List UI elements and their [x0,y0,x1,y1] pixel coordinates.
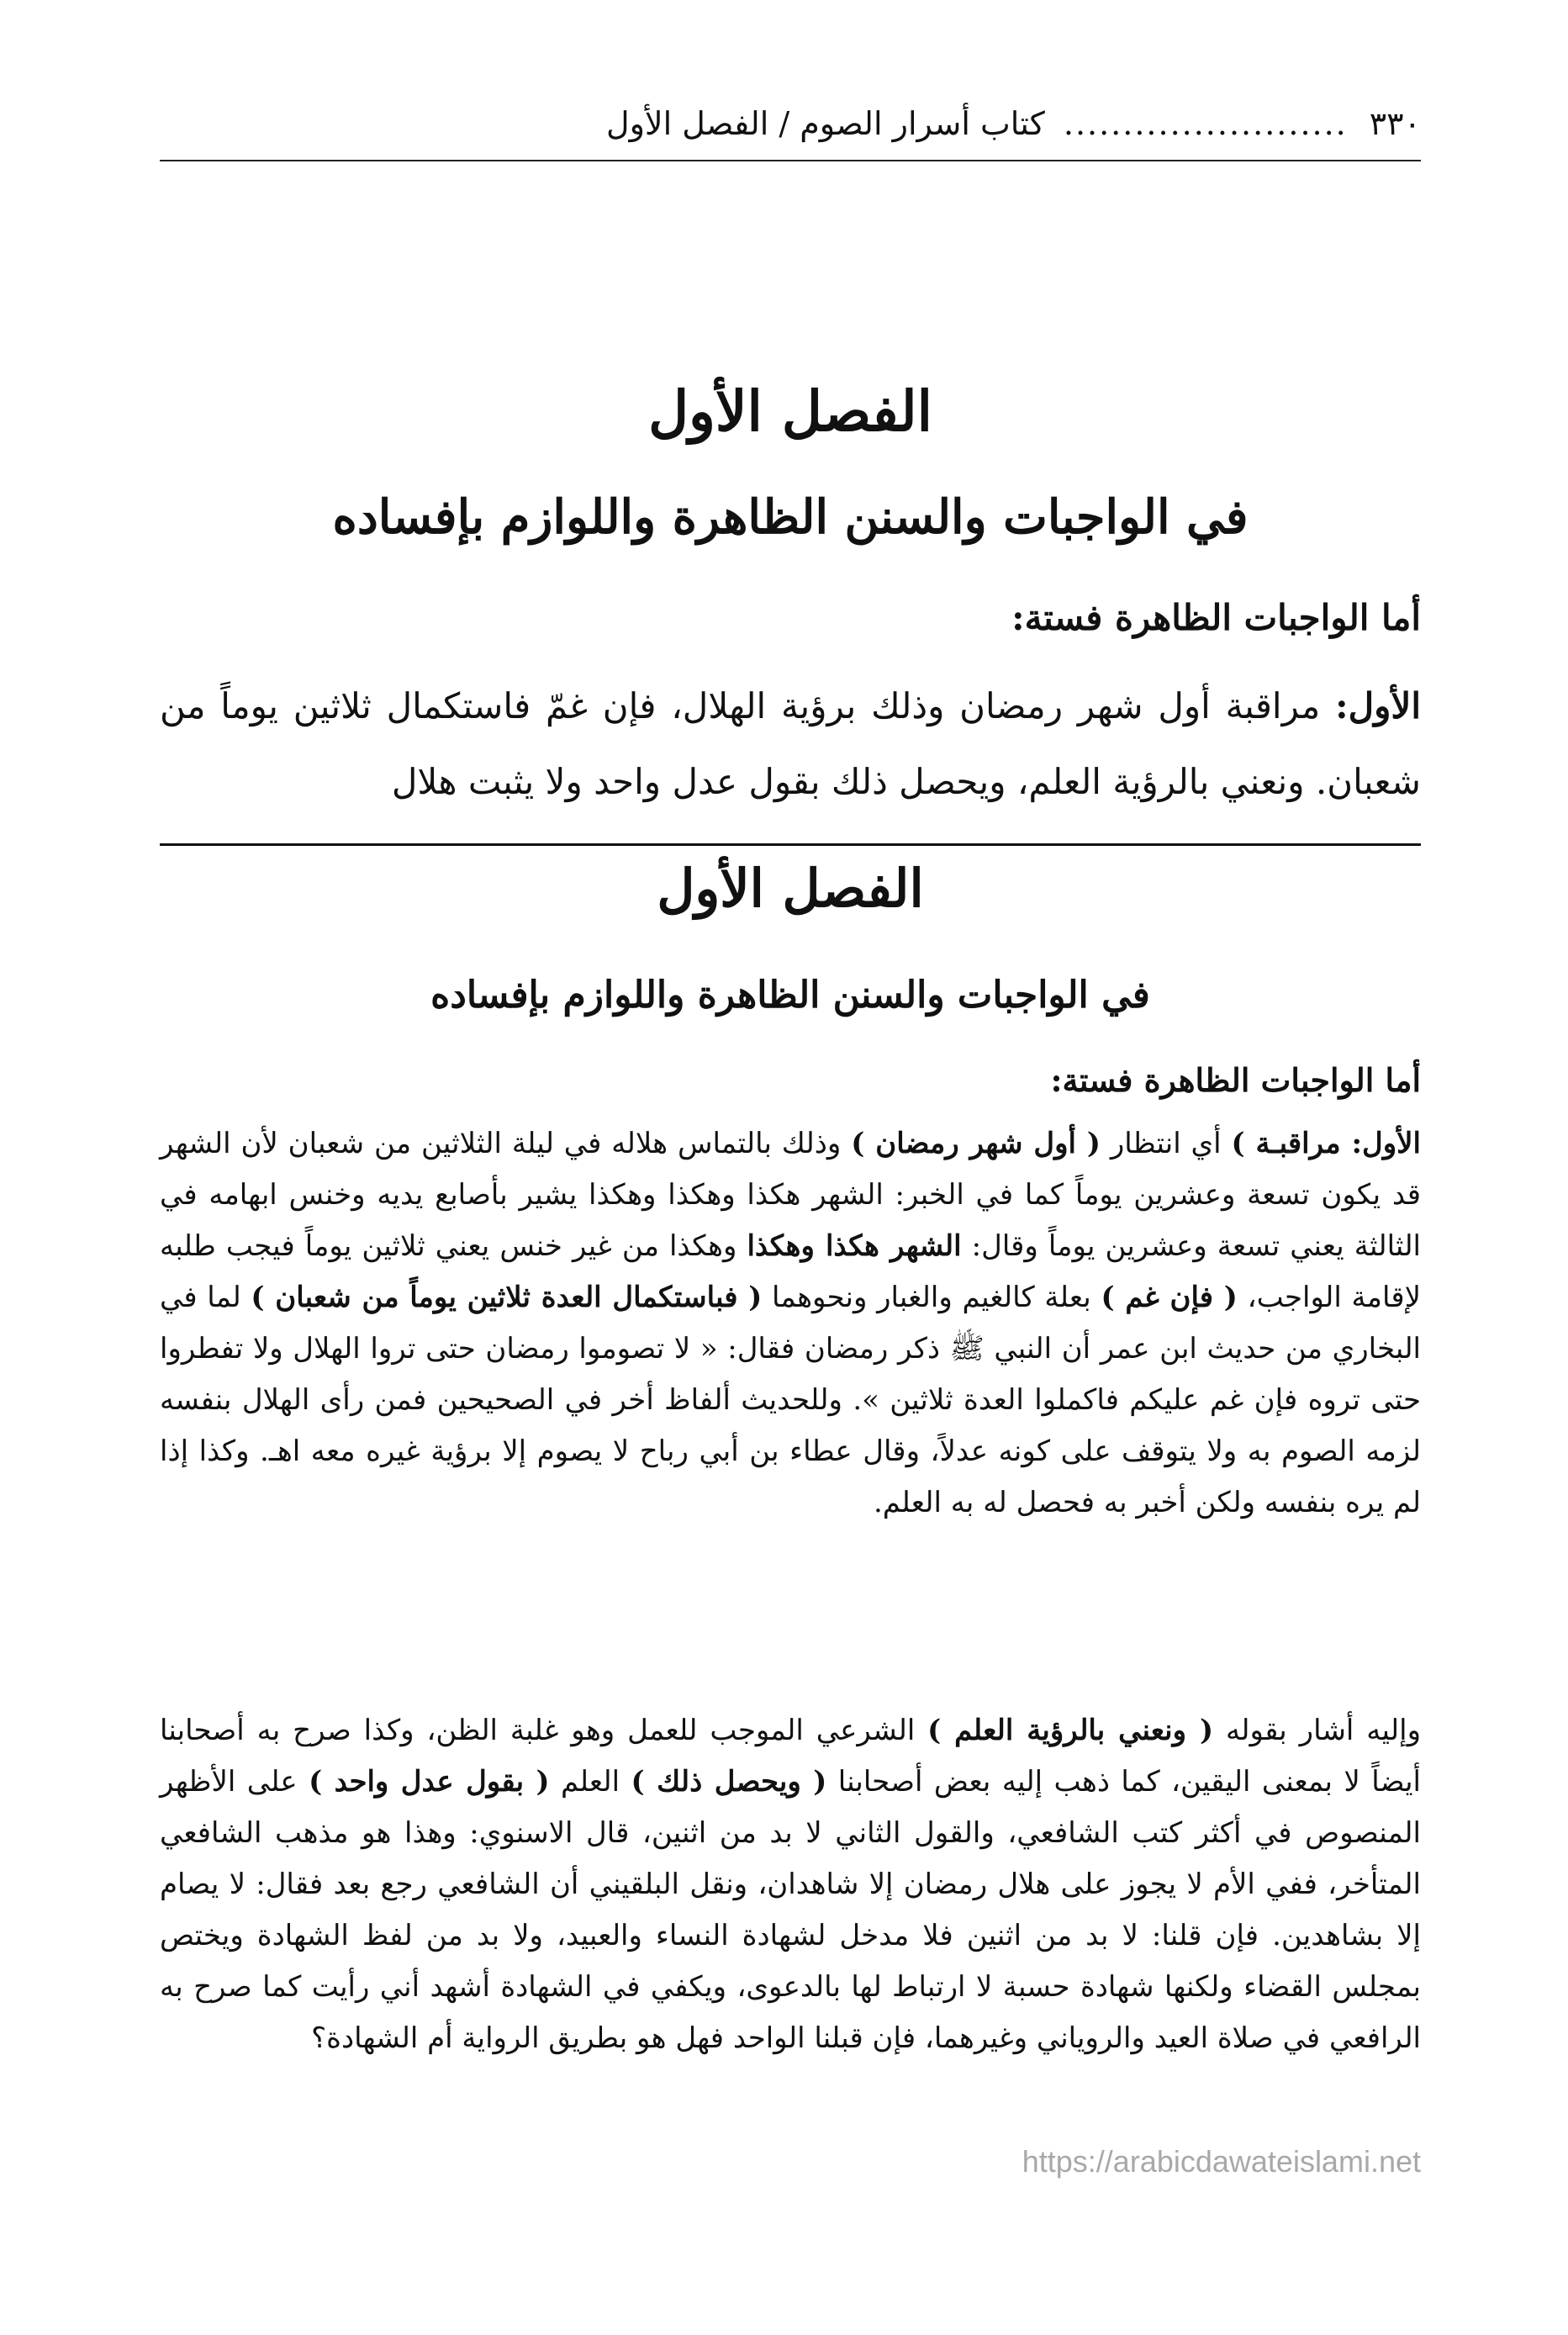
sharh-section-heading: أما الواجبات الظاهرة فستة: [1050,1061,1421,1099]
watermark-url: https://arabicdawateislami.net [1022,2144,1421,2179]
matn-quote: الأول: مراقبـة ) [1231,1127,1422,1160]
page-number: ٣٣٠ [1369,105,1421,142]
matn-section-heading: أما الواجبات الظاهرة فستة: [1011,597,1421,638]
sharh-chapter-title: الفصل الأول [657,858,924,919]
matn-chapter-title: الفصل الأول [648,378,932,444]
commentary-text: لما في البخاري من حديث ابن عمر أن النبي ﷺ ذكر رمضان فقال: « لا تصوموا رمضان حتى تروا الهلال ولا تفطروا حتى تروه فإن غم عليكم فاكملوا العدة ثلاثين ». وللحديث ألفاظ أخر في الصحيحين فمن رأى الهلال بنفسه لزمه الصوم به ولا يتوقف على كونه عدلاً، وقال عطاء بن أبي رباح لا يصوم إلا برؤية غيره معه اهـ. وكذا إذا لم يره بنفسه ولكن أخبر به فحصل له به العلم. [160,1281,1421,1519]
commentary-text: بعلة كالغيم والغبار ونحوهما [762,1281,1101,1314]
commentary-text: وإليه أشار بقوله [1213,1714,1421,1747]
matn-chapter-subtitle: في الواجبات والسنن الظاهرة واللوازم بإفساده [332,489,1249,545]
commentary-text: وهكذا من غير خنس يعني ثلاثين يوماً فيجب طلبه لإقامة الواجب، [160,1229,1421,1314]
commentary-text: الشرعي الموجب للعمل وهو غلبة الظن، وكذا صرح به أصحابنا أيضاً لا بمعنى اليقين، كما ذهب إليه بعض أصحابنا [160,1714,1421,1799]
header-rule [160,160,1421,161]
running-header [160,105,1421,142]
matn-quote: ( أول شهر رمضان ) [851,1127,1101,1160]
leader-dots: ........................ [1063,105,1348,142]
running-title: كتاب أسرار الصوم / الفصل الأول [605,105,1045,142]
matn-quote: ( فباستكمال العدة ثلاثين يوماً من شعبان ) [251,1281,763,1314]
matn-lead: الأول: [1335,685,1421,726]
commentary-text: وذلك بالتماس هلاله في ليلة الثلاثين من شعبان لأن الشهر قد يكون تسعة وعشرين يوماً كما في الخبر: الشهر هكذا وهكذا وهكذا يشير بأصابع يديه وخنس ابهامه في الثالثة يعني تسعة وعشرين يوماً وقال: [160,1127,1421,1263]
matn-quote: ( بقول عدل واحد ) [309,1765,550,1799]
separator-rule [160,843,1421,846]
matn-quote: الشهر هكذا وهكذا [747,1229,962,1263]
sharh-paragraph-2 [160,1705,1421,2064]
commentary-text: أي انتظار [1100,1127,1232,1160]
sharh-chapter-subtitle: في الواجبات والسنن الظاهرة واللوازم بإفساده [430,974,1150,1017]
commentary-text: العلم [549,1765,631,1799]
matn-quote: ( فإن غم ) [1101,1281,1238,1314]
matn-text: مراقبة أول شهر رمضان وذلك برؤية الهلال، فإن غمّ فاستكمال ثلاثين يوماً من شعبان. ونعني بالرؤية العلم، ويحصل ذلك بقول عدل واحد ولا يثبت هلال [160,685,1421,802]
sharh-paragraph-1 [160,1118,1421,1529]
matn-paragraph [160,668,1421,820]
commentary-text: على الأظهر المنصوص في أكثر كتب الشافعي، والقول الثاني لا بد من اثنين، قال الاسنوي: وهذا هو مذهب الشافعي المتأخر، ففي الأم لا يجوز على هلال رمضان إلا شاهدان، ونقل البلقيني أن الشافعي رجع بعد فقال: لا يصام إلا بشاهدين. فإن قلنا: لا بد من اثنين فلا مدخل لشهادة النساء والعبيد، ولا بد من لفظ الشهادة ويختص بمجلس القضاء ولكنها شهادة حسبة لا ارتباط لها بالدعوى، ويكفي في الشهادة أشهد أني رأيت كما صرح به الرافعي في صلاة العيد والروياني وغيرهما، فإن قبلنا الواحد فهل هو بطريق الرواية أم الشهادة؟ [160,1765,1421,2055]
matn-quote: ( ويحصل ذلك ) [631,1765,827,1799]
matn-quote: ( ونعني بالرؤية العلم ) [927,1714,1214,1747]
